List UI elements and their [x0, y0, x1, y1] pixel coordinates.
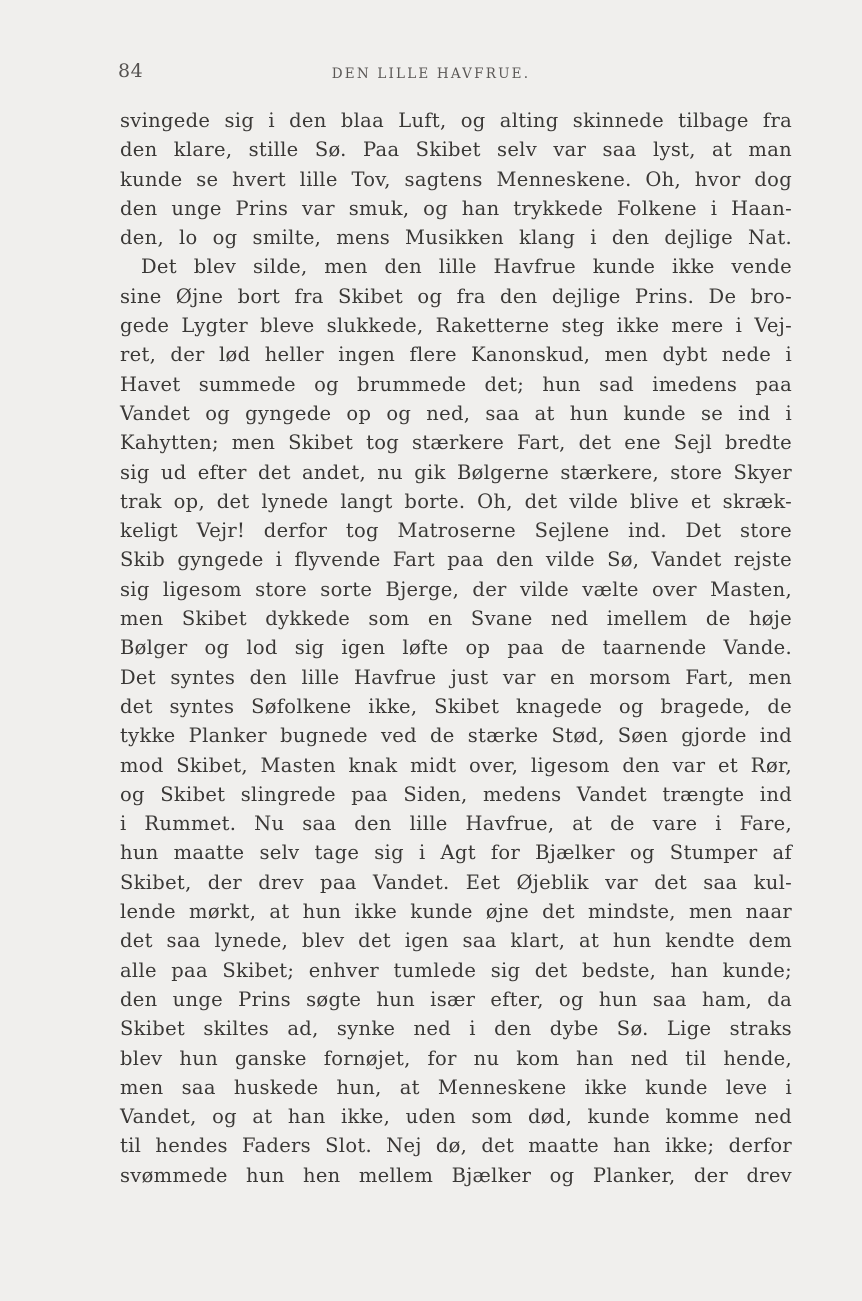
- text-line: i Rummet. Nu saa den lille Havfrue, at de vare i Fare,: [120, 812, 792, 836]
- text-line: sig ud efter det andet, nu gik Bølgerne stærkere, store Skyer: [120, 460, 792, 484]
- text-line: Skibet, der drev paa Vandet. Eet Øjeblik var det saa kul-: [120, 870, 792, 894]
- text-line: mod Skibet, Masten knak midt over, ligesom den var et Rør,: [120, 753, 792, 777]
- text-line: den klare, stille Sø. Paa Skibet selv var saa lyst, at man: [120, 138, 792, 162]
- text-line: Det blev silde, men den lille Havfrue kunde ikke vende: [141, 255, 792, 279]
- text-line: trak op, det lynede langt borte. Oh, det vilde blive et skræk-: [120, 489, 792, 513]
- text-line: sig ligesom store sorte Bjerge, der vilde vælte over Masten,: [120, 577, 792, 601]
- text-line: men Skibet dykkede som en Svane ned imellem de høje: [120, 607, 792, 631]
- text-line: Det syntes den lille Havfrue just var en morsom Fart, men: [120, 665, 792, 689]
- text-line: men saa huskede hun, at Menneskene ikke kunde leve i: [120, 1075, 792, 1099]
- text-line: den, lo og smilte, mens Musikken klang i den dejlige Nat.: [120, 226, 792, 250]
- text-line: Skib gyngede i flyvende Fart paa den vilde Sø, Vandet rejste: [120, 548, 792, 572]
- text-line: svingede sig i den blaa Luft, og alting skinnede tilbage fra: [120, 109, 792, 132]
- text-line: keligt Vejr! derfor tog Matroserne Sejlene ind. Det store: [120, 519, 792, 543]
- text-line: Bølger og lod sig igen løfte op paa de taarnende Vande.: [120, 636, 792, 660]
- text-line: det syntes Søfolkene ikke, Skibet knagede og bragede, de: [120, 694, 792, 718]
- text-line: Kahytten; men Skibet tog stærkere Fart, det ene Sejl bredte: [120, 431, 792, 455]
- text-line: og Skibet slingrede paa Siden, medens Vandet trængte ind: [120, 782, 792, 806]
- text-line: lende mørkt, at hun ikke kunde øjne det mindste, men naar: [120, 900, 792, 924]
- text-line: sine Øjne bort fra Skibet og fra den dejlige Prins. De bro-: [120, 284, 792, 308]
- text-line: blev hun ganske fornøjet, for nu kom han ned til hende,: [120, 1046, 792, 1070]
- page-number: 84: [118, 60, 144, 82]
- text-line: til hendes Faders Slot. Nej dø, det maatte han ikke; derfor: [120, 1134, 792, 1158]
- text-line: Vandet og gyngede op og ned, saa at hun kunde se ind i: [120, 401, 792, 425]
- text-line: Skibet skiltes ad, synke ned i den dybe Sø. Lige straks: [120, 1017, 792, 1041]
- text-line: den unge Prins var smuk, og han trykkede Folkene i Haan-: [120, 196, 792, 220]
- text-line: den unge Prins søgte hun især efter, og hun saa ham, da: [120, 987, 792, 1011]
- body-text: [120, 106, 792, 1190]
- text-line: kunde se hvert lille Tov, sagtens Menneskene. Oh, hvor dog: [120, 167, 792, 191]
- text-line: alle paa Skibet; enhver tumlede sig det bedste, han kunde;: [120, 958, 792, 982]
- text-line: Havet summede og brummede det; hun sad imedens paa: [120, 372, 792, 396]
- text-line: svømmede hun hen mellem Bjælker og Planker, der drev: [120, 1163, 792, 1187]
- text-line: hun maatte selv tage sig i Agt for Bjælker og Stumper af: [120, 841, 792, 865]
- running-title: DEN LILLE HAVFRUE.: [331, 66, 531, 82]
- text-line: Vandet, og at han ikke, uden som død, kunde komme ned: [120, 1105, 792, 1129]
- text-line: tykke Planker bugnede ved de stærke Stød, Søen gjorde ind: [120, 724, 792, 748]
- text-line: ret, der lød heller ingen flere Kanonskud, men dybt nede i: [120, 343, 792, 367]
- text-line: det saa lynede, blev det igen saa klart, at hun kendte dem: [120, 929, 792, 953]
- text-line: gede Lygter bleve slukkede, Raketterne steg ikke mere i Vej-: [120, 314, 792, 338]
